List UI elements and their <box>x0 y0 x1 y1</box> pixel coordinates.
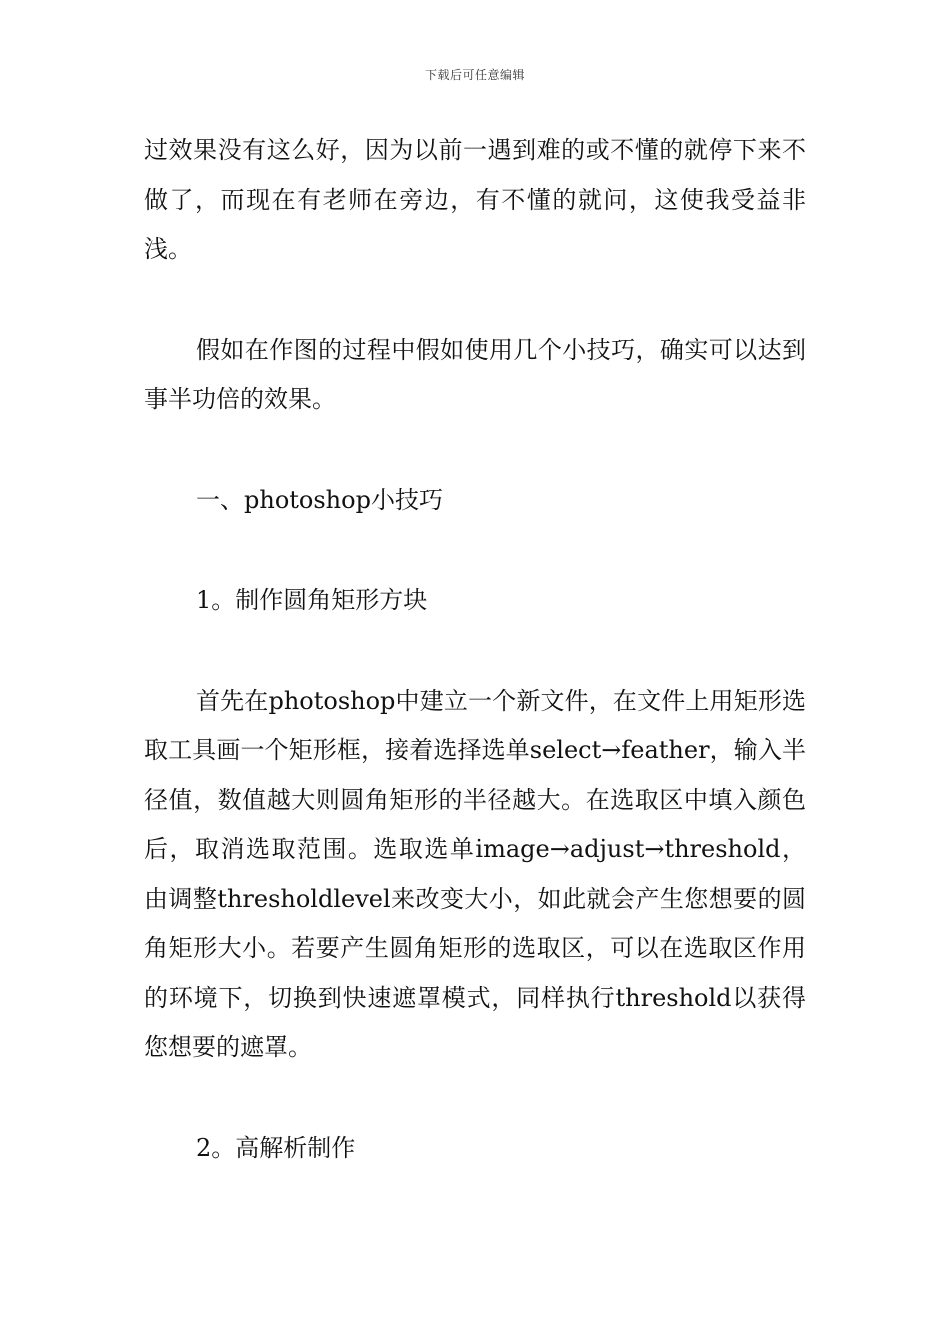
paragraph-continuation: 过效果没有这么好，因为以前一遇到难的或不懂的就停下来不做了，而现在有老师在旁边，有不懂的就问，这使我受益非浅。 <box>144 136 806 263</box>
paragraph-rounded-rectangle-steps: 首先在photoshop中建立一个新文件，在文件上用矩形选取工具画一个矩形框，接着选择选单select→feather，输入半径值，数值越大则圆角矩形的半径越大。在选取区中填入颜色后，取消选取范围。选取选单image→adjust→threshold，由调整thresholdlevel来改变大小，如此就会产生您想要的圆角矩形大小。若要产生圆角矩形的选取区，可以在选取区作用的环境下，切换到快速遮罩模式，同样执行threshold以获得您想要的遮罩。 <box>144 686 806 1061</box>
document-body <box>144 126 806 1173</box>
subheading-rounded-rectangle: 1。制作圆角矩形方块 <box>196 586 428 614</box>
subheading-high-resolution: 2。高解析制作 <box>196 1133 356 1162</box>
section-heading-photoshop-tips: 一、photoshop小技巧 <box>196 485 443 514</box>
page-header-note: 下载后可任意编辑 <box>424 68 525 82</box>
paragraph-tips-intro: 假如在作图的过程中假如使用几个小技巧，确实可以达到事半功倍的效果。 <box>144 335 806 413</box>
